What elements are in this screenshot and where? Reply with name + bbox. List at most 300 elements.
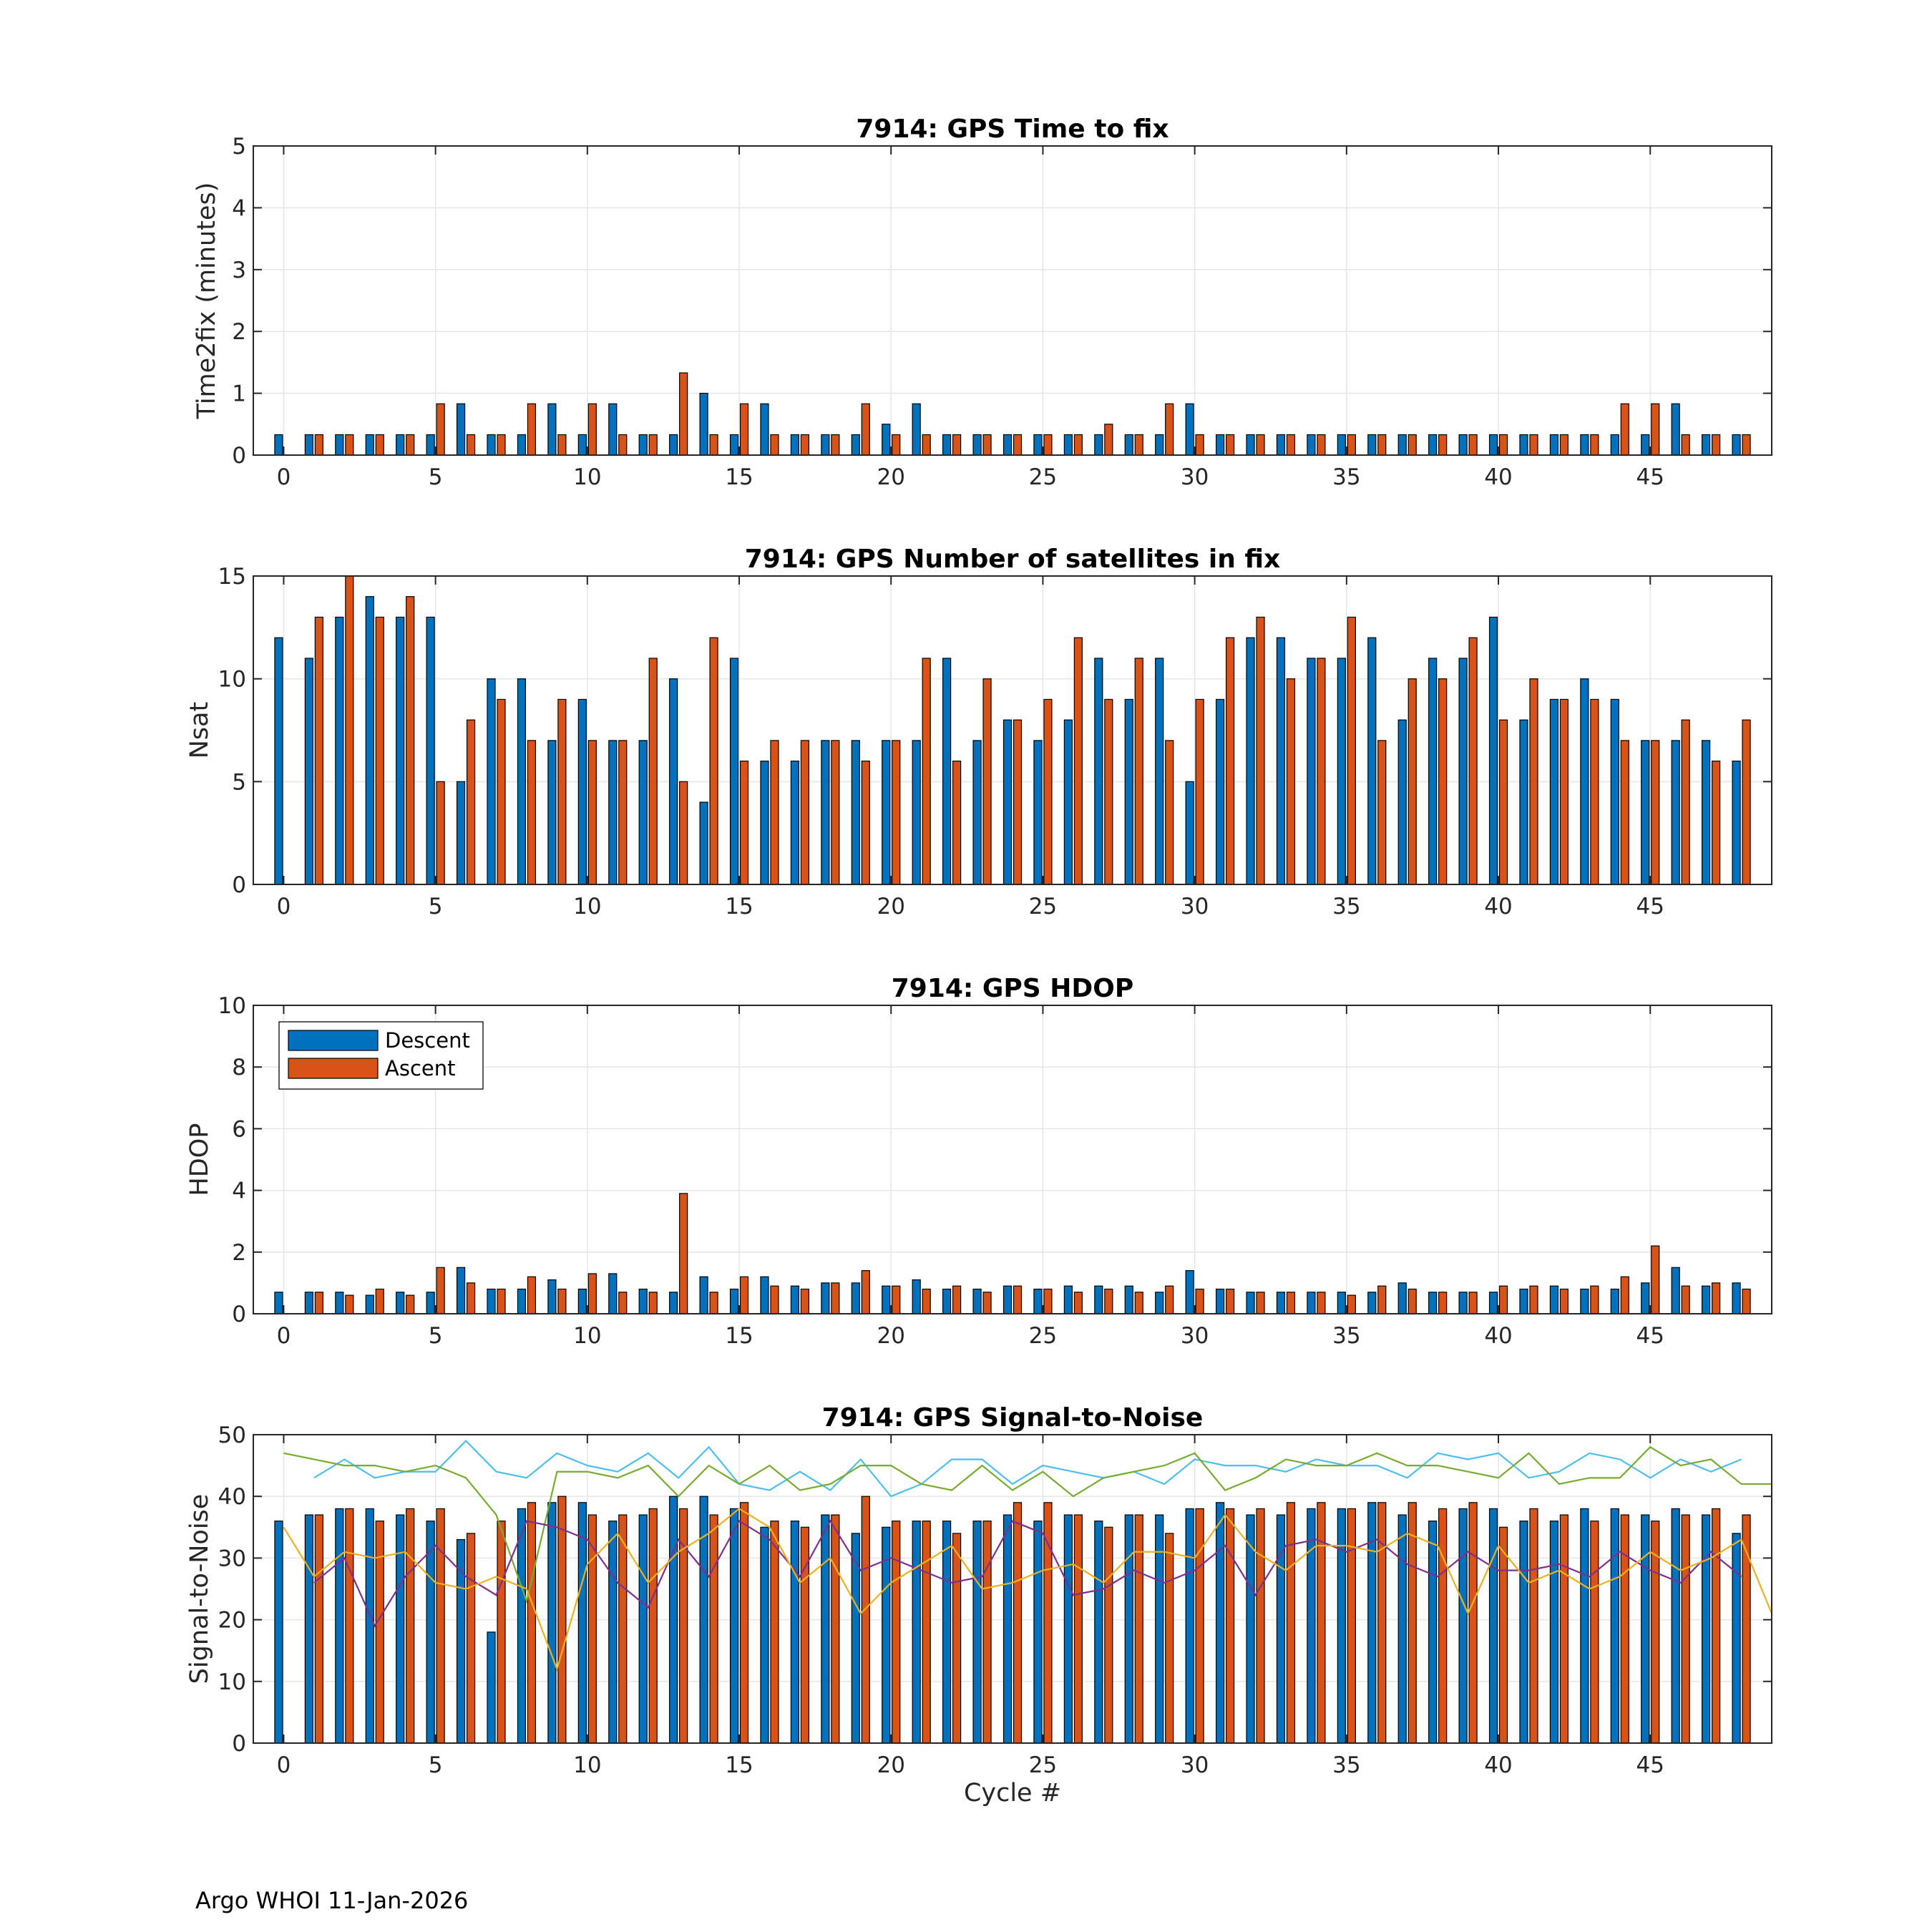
- bar-ascent-cycle-41: [1530, 679, 1538, 884]
- bar-descent-cycle-12: [639, 434, 647, 455]
- bar-ascent-cycle-7: [497, 1521, 505, 1743]
- y-tick-label: 0: [232, 443, 246, 469]
- y-tick-label: 3: [232, 257, 246, 283]
- bar-ascent-cycle-44: [1621, 1515, 1629, 1743]
- bar-descent-cycle-25: [1034, 1289, 1042, 1314]
- bar-ascent-cycle-14: [710, 434, 718, 455]
- x-tick-label: 25: [1028, 894, 1058, 919]
- bar-ascent-cycle-10: [588, 1515, 596, 1743]
- y-tick-label: 30: [218, 1546, 246, 1572]
- bar-ascent-cycle-4: [406, 434, 414, 455]
- bar-descent-cycle-18: [821, 741, 829, 884]
- bar-descent-cycle-36: [1368, 1292, 1376, 1314]
- bar-ascent-cycle-16: [771, 1286, 779, 1314]
- bar-ascent-cycle-18: [831, 1283, 839, 1314]
- x-tick-label: 40: [1484, 1752, 1513, 1778]
- bar-ascent-cycle-40: [1500, 1527, 1508, 1743]
- bar-ascent-cycle-25: [1044, 434, 1052, 455]
- bar-descent-cycle-19: [852, 1533, 859, 1743]
- x-tick-label: 10: [573, 894, 602, 919]
- bar-ascent-cycle-17: [801, 1527, 809, 1743]
- x-tick-label: 10: [573, 1752, 602, 1778]
- bar-ascent-cycle-27: [1105, 424, 1113, 455]
- bar-descent-cycle-11: [609, 1274, 617, 1314]
- bar-ascent-cycle-22: [953, 761, 961, 884]
- bar-descent-cycle-34: [1307, 1292, 1315, 1314]
- bar-descent-cycle-43: [1581, 1508, 1589, 1743]
- bar-ascent-cycle-11: [619, 1515, 627, 1743]
- bar-ascent-cycle-46: [1682, 1515, 1689, 1743]
- bar-ascent-cycle-18: [831, 741, 839, 884]
- bar-ascent-cycle-48: [1742, 1289, 1750, 1314]
- bar-ascent-cycle-21: [922, 658, 930, 884]
- bar-ascent-cycle-39: [1469, 434, 1477, 455]
- bar-descent-cycle-21: [912, 1280, 920, 1314]
- bar-descent-cycle-7: [487, 679, 495, 884]
- bar-descent-cycle-7: [487, 1632, 495, 1743]
- bar-ascent-cycle-34: [1317, 658, 1325, 884]
- bar-ascent-cycle-42: [1560, 434, 1568, 455]
- bar-ascent-cycle-16: [771, 434, 779, 455]
- bar-ascent-cycle-5: [436, 404, 444, 455]
- bar-descent-cycle-31: [1216, 1503, 1224, 1743]
- bar-ascent-cycle-39: [1469, 638, 1477, 884]
- bar-descent-cycle-2: [336, 1508, 343, 1743]
- bar-descent-cycle-39: [1459, 658, 1467, 884]
- bar-ascent-cycle-16: [771, 741, 779, 884]
- bar-ascent-cycle-1: [315, 1292, 323, 1314]
- chart-title: 7914: GPS Time to fix: [856, 114, 1169, 144]
- bar-ascent-cycle-30: [1196, 1508, 1204, 1743]
- bar-ascent-cycle-18: [831, 1515, 839, 1743]
- bar-ascent-cycle-21: [922, 1289, 930, 1314]
- bar-descent-cycle-22: [943, 1289, 951, 1314]
- bar-ascent-cycle-6: [467, 1283, 475, 1314]
- bar-ascent-cycle-5: [436, 781, 444, 884]
- bar-descent-cycle-25: [1034, 741, 1042, 884]
- bar-ascent-cycle-13: [680, 1508, 688, 1743]
- bar-descent-cycle-9: [548, 741, 556, 884]
- bar-descent-cycle-43: [1581, 1289, 1589, 1314]
- bar-descent-cycle-1: [305, 434, 313, 455]
- bar-ascent-cycle-48: [1742, 720, 1750, 884]
- bar-ascent-cycle-17: [801, 434, 809, 455]
- y-tick-label: 2: [232, 1239, 246, 1266]
- y-tick-label: 5: [232, 134, 246, 160]
- bar-ascent-cycle-7: [497, 434, 505, 455]
- bar-descent-cycle-31: [1216, 434, 1224, 455]
- bar-ascent-cycle-40: [1500, 720, 1508, 884]
- bar-ascent-cycle-43: [1591, 434, 1599, 455]
- y-tick-label: 8: [232, 1055, 246, 1081]
- bar-descent-cycle-42: [1550, 699, 1558, 884]
- y-tick-label: 50: [218, 1423, 246, 1448]
- bar-ascent-cycle-43: [1591, 1286, 1599, 1314]
- y-tick-label: 0: [232, 872, 246, 898]
- bar-descent-cycle-29: [1156, 1515, 1163, 1743]
- y-tick-label: 4: [232, 195, 246, 222]
- bar-ascent-cycle-35: [1347, 434, 1355, 455]
- bar-ascent-cycle-32: [1257, 1508, 1264, 1743]
- y-tick-label: 10: [218, 666, 246, 693]
- bar-descent-cycle-48: [1732, 1283, 1740, 1314]
- bar-ascent-cycle-11: [619, 434, 627, 455]
- chart-title: 7914: GPS Signal-to-Noise: [821, 1403, 1204, 1433]
- bar-descent-cycle-21: [912, 1521, 920, 1743]
- bar-ascent-cycle-41: [1530, 1286, 1538, 1314]
- x-axis-label: Cycle #: [963, 1779, 1062, 1807]
- x-tick-label: 40: [1484, 1323, 1513, 1349]
- x-tick-label: 30: [1180, 1323, 1209, 1349]
- bar-descent-cycle-35: [1337, 1508, 1345, 1743]
- bar-ascent-cycle-46: [1682, 720, 1689, 884]
- bar-ascent-cycle-36: [1378, 1503, 1386, 1743]
- x-tick-label: 35: [1332, 894, 1361, 919]
- bar-descent-cycle-16: [761, 404, 769, 455]
- bar-ascent-cycle-14: [710, 638, 718, 884]
- bar-ascent-cycle-47: [1712, 1508, 1720, 1743]
- bar-descent-cycle-20: [882, 1286, 890, 1314]
- bar-ascent-cycle-14: [710, 1292, 718, 1314]
- bar-descent-cycle-14: [700, 802, 708, 884]
- bar-ascent-cycle-18: [831, 434, 839, 455]
- bar-ascent-cycle-22: [953, 1286, 961, 1314]
- bar-ascent-cycle-30: [1196, 1289, 1204, 1314]
- bar-ascent-cycle-28: [1135, 1292, 1143, 1314]
- bar-ascent-cycle-31: [1226, 1508, 1234, 1743]
- bar-descent-cycle-32: [1246, 434, 1254, 455]
- bar-ascent-cycle-8: [527, 741, 535, 884]
- bar-ascent-cycle-32: [1257, 434, 1264, 455]
- bar-descent-cycle-47: [1702, 1515, 1710, 1743]
- bar-ascent-cycle-38: [1439, 679, 1447, 884]
- bar-descent-cycle-34: [1307, 434, 1315, 455]
- bar-descent-cycle-30: [1186, 404, 1194, 455]
- bar-descent-cycle-40: [1490, 434, 1498, 455]
- plot-area: [253, 576, 1772, 884]
- bar-descent-cycle-28: [1125, 699, 1133, 884]
- bar-descent-cycle-0: [275, 1521, 283, 1743]
- bar-ascent-cycle-22: [953, 434, 961, 455]
- bar-descent-cycle-10: [578, 1289, 586, 1314]
- bar-descent-cycle-6: [457, 1540, 465, 1743]
- bar-ascent-cycle-25: [1044, 1289, 1052, 1314]
- bar-descent-cycle-35: [1337, 1292, 1345, 1314]
- bar-ascent-cycle-47: [1712, 1283, 1720, 1314]
- plot-area: [253, 1435, 1772, 1743]
- bar-descent-cycle-22: [943, 658, 951, 884]
- bar-ascent-cycle-24: [1014, 1286, 1022, 1314]
- bar-descent-cycle-46: [1672, 1508, 1679, 1743]
- bar-descent-cycle-47: [1702, 434, 1710, 455]
- bar-descent-cycle-6: [457, 781, 465, 884]
- bar-ascent-cycle-22: [953, 1533, 961, 1743]
- bar-descent-cycle-42: [1550, 1521, 1558, 1743]
- x-tick-label: 20: [877, 464, 905, 490]
- chart-panel-3: [185, 974, 1772, 1349]
- bar-descent-cycle-34: [1307, 658, 1315, 884]
- bar-descent-cycle-33: [1277, 1292, 1284, 1314]
- bar-ascent-cycle-25: [1044, 699, 1052, 884]
- x-tick-label: 25: [1028, 1323, 1058, 1349]
- bar-descent-cycle-35: [1337, 658, 1345, 884]
- bar-descent-cycle-38: [1429, 1292, 1437, 1314]
- bar-ascent-cycle-38: [1439, 434, 1447, 455]
- bar-descent-cycle-2: [336, 434, 343, 455]
- bar-descent-cycle-11: [609, 404, 617, 455]
- bar-ascent-cycle-14: [710, 1515, 718, 1743]
- bar-descent-cycle-31: [1216, 699, 1224, 884]
- bar-descent-cycle-26: [1064, 1515, 1072, 1743]
- chart-title: 7914: GPS HDOP: [891, 974, 1134, 1003]
- chart-title: 7914: GPS Number of satellites in fix: [744, 545, 1281, 574]
- bar-ascent-cycle-19: [862, 1271, 869, 1314]
- bar-descent-cycle-5: [426, 434, 434, 455]
- x-tick-label: 35: [1332, 1752, 1361, 1778]
- bar-ascent-cycle-47: [1712, 761, 1720, 884]
- bar-descent-cycle-12: [639, 1515, 647, 1743]
- bar-ascent-cycle-12: [649, 658, 657, 884]
- bar-ascent-cycle-29: [1166, 404, 1174, 455]
- legend-label-descent: Descent: [385, 1028, 470, 1053]
- chart-panel-2: [185, 545, 1772, 919]
- bar-ascent-cycle-13: [680, 781, 688, 884]
- bar-ascent-cycle-3: [376, 1289, 384, 1314]
- bar-descent-cycle-38: [1429, 658, 1437, 884]
- bar-ascent-cycle-9: [558, 699, 566, 884]
- bar-ascent-cycle-26: [1074, 1292, 1082, 1314]
- bar-ascent-cycle-30: [1196, 699, 1204, 884]
- legend: [279, 1022, 483, 1089]
- bar-descent-cycle-1: [305, 1515, 313, 1743]
- bar-descent-cycle-3: [366, 1295, 374, 1314]
- bar-descent-cycle-14: [700, 394, 708, 455]
- bar-descent-cycle-4: [396, 434, 404, 455]
- bar-descent-cycle-7: [487, 1289, 495, 1314]
- bar-descent-cycle-8: [517, 679, 525, 884]
- bar-descent-cycle-23: [973, 434, 981, 455]
- bar-descent-cycle-0: [275, 638, 283, 884]
- bar-ascent-cycle-46: [1682, 434, 1689, 455]
- bar-descent-cycle-3: [366, 434, 374, 455]
- bar-descent-cycle-37: [1398, 1283, 1406, 1314]
- bar-descent-cycle-30: [1186, 781, 1194, 884]
- bar-descent-cycle-16: [761, 1277, 769, 1314]
- bar-descent-cycle-39: [1459, 434, 1467, 455]
- plot-area: [253, 146, 1772, 455]
- bar-descent-cycle-9: [548, 1503, 556, 1743]
- bar-descent-cycle-41: [1520, 1289, 1528, 1314]
- bar-descent-cycle-24: [1004, 1286, 1012, 1314]
- bar-descent-cycle-19: [852, 434, 859, 455]
- bar-ascent-cycle-1: [315, 1515, 323, 1743]
- bar-ascent-cycle-4: [406, 597, 414, 884]
- bar-descent-cycle-46: [1672, 404, 1679, 455]
- bar-ascent-cycle-8: [527, 1277, 535, 1314]
- bar-descent-cycle-38: [1429, 1521, 1437, 1743]
- bar-ascent-cycle-41: [1530, 434, 1538, 455]
- bar-descent-cycle-30: [1186, 1271, 1194, 1314]
- bar-descent-cycle-11: [609, 741, 617, 884]
- bar-descent-cycle-41: [1520, 1521, 1528, 1743]
- bar-ascent-cycle-19: [862, 1496, 869, 1743]
- x-tick-label: 0: [276, 1752, 291, 1778]
- bar-descent-cycle-13: [670, 679, 678, 884]
- bar-ascent-cycle-36: [1378, 741, 1386, 884]
- bar-descent-cycle-37: [1398, 434, 1406, 455]
- bar-descent-cycle-43: [1581, 679, 1589, 884]
- x-tick-label: 10: [573, 464, 602, 490]
- bar-descent-cycle-18: [821, 1283, 829, 1314]
- bar-descent-cycle-27: [1095, 434, 1103, 455]
- bar-ascent-cycle-2: [346, 576, 353, 884]
- x-tick-label: 45: [1636, 464, 1664, 490]
- x-tick-label: 5: [428, 894, 443, 919]
- y-tick-label: 15: [218, 564, 246, 590]
- y-tick-label: 5: [232, 769, 246, 796]
- chart-panel-1: [192, 114, 1772, 490]
- bar-ascent-cycle-20: [892, 434, 900, 455]
- bar-ascent-cycle-8: [527, 404, 535, 455]
- bar-descent-cycle-48: [1732, 434, 1740, 455]
- bar-ascent-cycle-41: [1530, 1508, 1538, 1743]
- bar-descent-cycle-11: [609, 1521, 617, 1743]
- bar-descent-cycle-6: [457, 1267, 465, 1314]
- bar-descent-cycle-37: [1398, 1515, 1406, 1743]
- bar-ascent-cycle-44: [1621, 741, 1629, 884]
- bar-descent-cycle-19: [852, 1283, 859, 1314]
- bar-descent-cycle-9: [548, 1280, 556, 1314]
- bar-descent-cycle-14: [700, 1277, 708, 1314]
- bar-descent-cycle-0: [275, 1292, 283, 1314]
- legend-label-ascent: Ascent: [385, 1056, 456, 1080]
- bar-descent-cycle-5: [426, 1292, 434, 1314]
- bar-descent-cycle-27: [1095, 1286, 1103, 1314]
- bar-ascent-cycle-4: [406, 1295, 414, 1314]
- bar-ascent-cycle-1: [315, 434, 323, 455]
- bar-ascent-cycle-15: [741, 1503, 748, 1743]
- bar-descent-cycle-15: [731, 434, 738, 455]
- bar-ascent-cycle-20: [892, 1286, 900, 1314]
- chart-panel-4: [185, 1403, 1772, 1807]
- bar-ascent-cycle-40: [1500, 434, 1508, 455]
- bar-ascent-cycle-5: [436, 1267, 444, 1314]
- bar-descent-cycle-36: [1368, 638, 1376, 884]
- bar-descent-cycle-4: [396, 617, 404, 884]
- bar-ascent-cycle-3: [376, 434, 384, 455]
- x-tick-label: 30: [1180, 1752, 1209, 1778]
- bar-descent-cycle-10: [578, 699, 586, 884]
- bar-ascent-cycle-33: [1287, 1292, 1294, 1314]
- bar-ascent-cycle-29: [1166, 1286, 1174, 1314]
- bar-ascent-cycle-10: [588, 1274, 596, 1314]
- bar-descent-cycle-13: [670, 434, 678, 455]
- bar-descent-cycle-44: [1611, 1289, 1619, 1314]
- x-tick-label: 35: [1332, 1323, 1361, 1349]
- bar-descent-cycle-46: [1672, 1267, 1679, 1314]
- y-tick-label: 40: [218, 1484, 246, 1511]
- bar-ascent-cycle-36: [1378, 434, 1386, 455]
- bar-ascent-cycle-32: [1257, 1292, 1264, 1314]
- bar-descent-cycle-22: [943, 434, 951, 455]
- bar-ascent-cycle-27: [1105, 1527, 1113, 1743]
- bar-ascent-cycle-2: [346, 434, 353, 455]
- bar-ascent-cycle-17: [801, 1289, 809, 1314]
- bar-ascent-cycle-2: [346, 1508, 353, 1743]
- bar-ascent-cycle-37: [1408, 1289, 1416, 1314]
- bar-descent-cycle-6: [457, 404, 465, 455]
- y-tick-label: 0: [232, 1731, 246, 1757]
- bar-descent-cycle-40: [1490, 1508, 1498, 1743]
- bar-ascent-cycle-35: [1347, 1295, 1355, 1314]
- bar-ascent-cycle-45: [1652, 741, 1659, 884]
- bar-ascent-cycle-45: [1652, 404, 1659, 455]
- bar-ascent-cycle-9: [558, 434, 566, 455]
- x-tick-label: 5: [428, 1752, 443, 1778]
- bar-descent-cycle-28: [1125, 1515, 1133, 1743]
- bar-descent-cycle-12: [639, 741, 647, 884]
- y-tick-label: 4: [232, 1178, 246, 1204]
- bar-ascent-cycle-28: [1135, 658, 1143, 884]
- legend-swatch-ascent: [288, 1058, 378, 1078]
- bar-descent-cycle-48: [1732, 1533, 1740, 1743]
- bar-ascent-cycle-9: [558, 1289, 566, 1314]
- bar-descent-cycle-36: [1368, 434, 1376, 455]
- bar-ascent-cycle-15: [741, 761, 748, 884]
- bar-descent-cycle-34: [1307, 1508, 1315, 1743]
- bar-descent-cycle-29: [1156, 434, 1163, 455]
- x-tick-label: 15: [725, 464, 753, 490]
- bar-descent-cycle-20: [882, 424, 890, 455]
- bar-descent-cycle-32: [1246, 1292, 1254, 1314]
- bar-ascent-cycle-40: [1500, 1286, 1508, 1314]
- bar-ascent-cycle-43: [1591, 699, 1599, 884]
- bar-ascent-cycle-2: [346, 1295, 353, 1314]
- bar-ascent-cycle-33: [1287, 434, 1294, 455]
- bar-ascent-cycle-45: [1652, 1246, 1659, 1314]
- bar-ascent-cycle-23: [983, 434, 991, 455]
- x-tick-label: 25: [1028, 1752, 1058, 1778]
- bar-descent-cycle-21: [912, 404, 920, 455]
- y-tick-label: 6: [232, 1116, 246, 1143]
- x-tick-label: 40: [1484, 894, 1513, 919]
- x-tick-label: 15: [725, 1752, 753, 1778]
- bar-ascent-cycle-23: [983, 1521, 991, 1743]
- bar-ascent-cycle-7: [497, 699, 505, 884]
- bar-ascent-cycle-15: [741, 1277, 748, 1314]
- bar-ascent-cycle-15: [741, 404, 748, 455]
- bar-ascent-cycle-17: [801, 741, 809, 884]
- bar-ascent-cycle-21: [922, 1521, 930, 1743]
- bar-ascent-cycle-10: [588, 404, 596, 455]
- x-tick-label: 5: [428, 464, 443, 490]
- bar-descent-cycle-41: [1520, 720, 1528, 884]
- bar-descent-cycle-1: [305, 1292, 313, 1314]
- bar-descent-cycle-43: [1581, 434, 1589, 455]
- x-tick-label: 20: [877, 1323, 905, 1349]
- bar-descent-cycle-8: [517, 1289, 525, 1314]
- bar-ascent-cycle-28: [1135, 434, 1143, 455]
- bar-descent-cycle-48: [1732, 761, 1740, 884]
- bar-descent-cycle-29: [1156, 1292, 1163, 1314]
- bar-ascent-cycle-20: [892, 741, 900, 884]
- bar-descent-cycle-2: [336, 1292, 343, 1314]
- bar-ascent-cycle-11: [619, 1292, 627, 1314]
- bar-ascent-cycle-35: [1347, 617, 1355, 884]
- bar-descent-cycle-3: [366, 597, 374, 884]
- bar-ascent-cycle-1: [315, 617, 323, 884]
- bar-descent-cycle-13: [670, 1496, 678, 1743]
